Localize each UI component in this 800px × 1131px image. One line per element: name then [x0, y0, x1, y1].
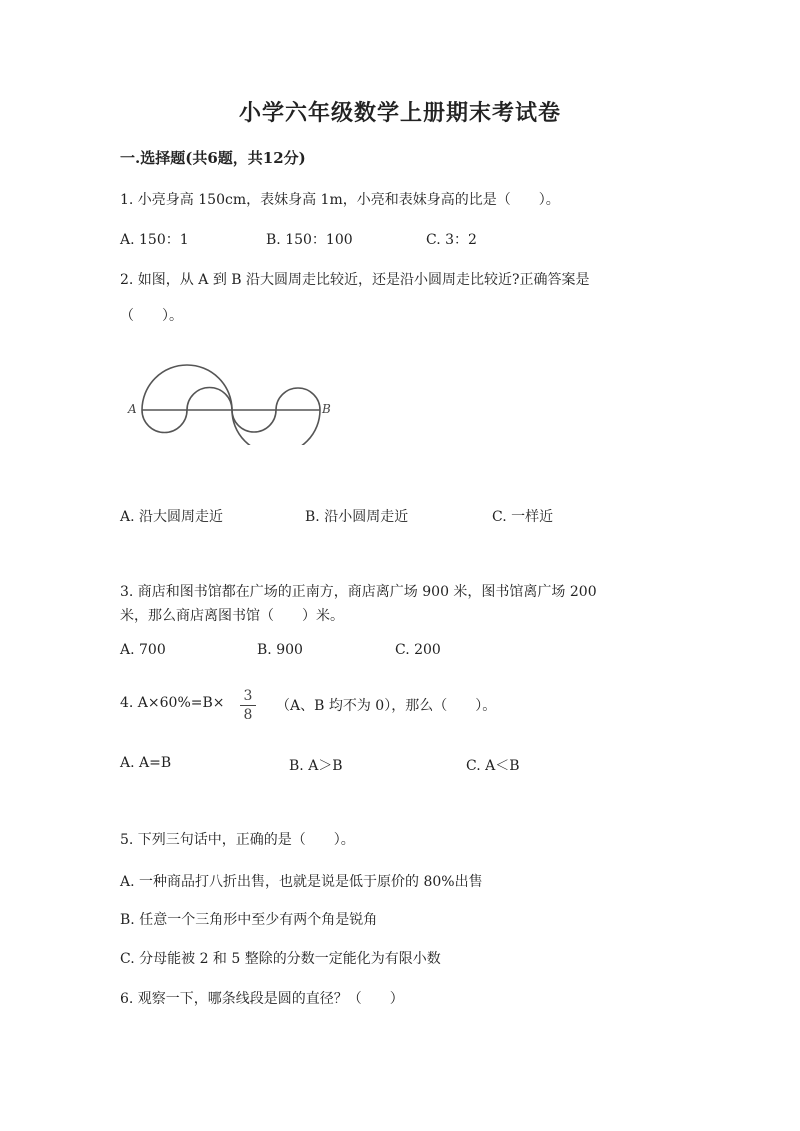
question-2-option-b: B. 沿小圆周走近 [305, 509, 409, 525]
fraction-numerator: 3 [243, 688, 253, 704]
question-3-option-a: A. 700 [120, 642, 166, 658]
figure-label-b: B [322, 402, 331, 416]
question-4-option-c: C. A＜B [466, 758, 520, 774]
question-3-stem-line1: 3. 商店和图书馆都在广场的正南方，商店离广场 900 米，图书馆离广场 200 [120, 584, 597, 600]
question-5-option-c: C. 分母能被 2 和 5 整除的分数一定能化为有限小数 [120, 951, 441, 967]
question-1-option-c: C. 3：2 [426, 232, 477, 248]
question-2-stem-line2: （ ）。 [120, 308, 183, 324]
question-3-option-c: C. 200 [395, 642, 441, 658]
question-2-stem-line1: 2. 如图，从 A 到 B 沿大圆周走比较近，还是沿小圆周走比较近?正确答案是 [120, 272, 590, 288]
fraction-bar [240, 705, 256, 706]
fraction-denominator: 8 [243, 707, 253, 723]
question-1-option-b: B. 150：100 [266, 232, 353, 248]
question-5-stem: 5. 下列三句话中，正确的是（ ）。 [120, 832, 355, 848]
question-4-option-b: B. A＞B [289, 758, 343, 774]
question-5-option-a: A. 一种商品打八折出售，也就是说是低于原价的 80%出售 [120, 874, 483, 890]
question-4-stem-part2: （A、B 均不为 0），那么（ ）。 [276, 698, 497, 714]
small-arc-1 [142, 410, 187, 433]
question-3-stem-line2: 米，那么商店离图书馆（ ）米。 [120, 608, 344, 624]
page-title: 小学六年级数学上册期末考试卷 [238, 100, 561, 126]
question-3-option-b: B. 900 [257, 642, 303, 658]
figure-label-a: A [128, 402, 137, 416]
section-header: 一.选择题(共6题，共12分) [120, 149, 306, 167]
question-1-option-a: A. 150：1 [120, 232, 189, 248]
question-2-option-c: C. 一样近 [492, 509, 554, 525]
fraction-three-eighths [238, 688, 258, 723]
large-arc-1 [142, 365, 232, 410]
question-2-option-a: A. 沿大圆周走近 [120, 509, 224, 525]
small-arc-3 [232, 410, 276, 432]
small-arc-4 [276, 388, 320, 410]
small-arc-2 [187, 388, 232, 411]
question-6-stem: 6. 观察一下，哪条线段是圆的直径？（ ） [120, 991, 404, 1007]
question-1-stem: 1. 小亮身高 150cm，表妹身高 1m，小亮和表妹身高的比是（ ）。 [120, 192, 560, 208]
circles-path-figure [124, 355, 334, 445]
question-4-stem-part1: 4. A×60%=B× [120, 695, 225, 711]
question-5-option-b: B. 任意一个三角形中至少有两个角是锐角 [120, 912, 378, 928]
question-4-option-a: A. A=B [120, 755, 172, 771]
